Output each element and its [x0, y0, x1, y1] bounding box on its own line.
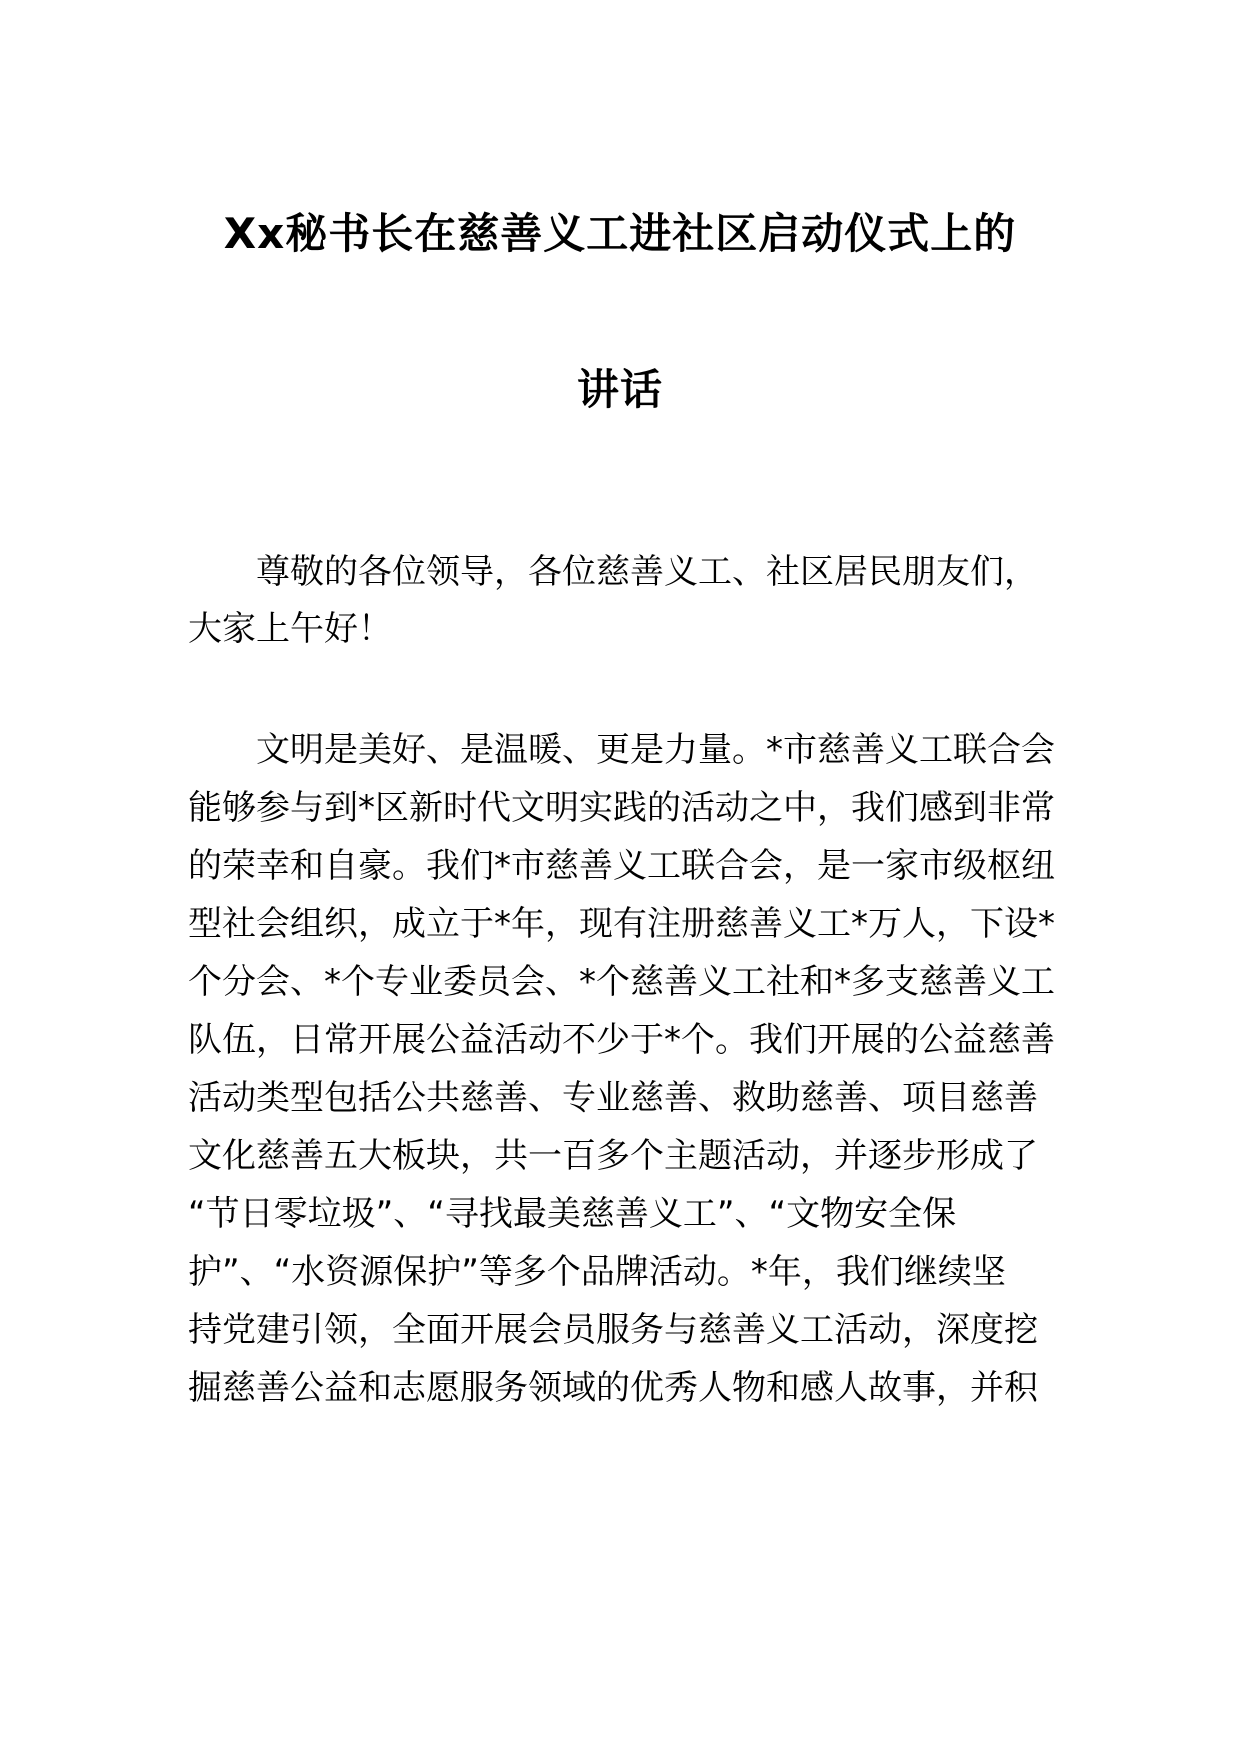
greeting-line-2: 大家上午好！	[188, 609, 392, 649]
greeting-line-1: 尊敬的各位领导，各位慈善义工、社区居民朋友们，	[256, 552, 1038, 592]
body-line-11: 持党建引领，全面开展会员服务与慈善义工活动，深度挖	[188, 1310, 1038, 1350]
body-line-5: 个分会、*个专业委员会、*个慈善义工社和*多支慈善义工	[188, 962, 1055, 1002]
body-line-12: 掘慈善公益和志愿服务领域的优秀人物和感人故事，并积	[188, 1368, 1038, 1408]
body-line-3: 的荣幸和自豪。我们*市慈善义工联合会，是一家市级枢纽	[188, 846, 1055, 886]
body-line-7: 活动类型包括公共慈善、专业慈善、救助慈善、项目慈善	[188, 1078, 1038, 1118]
body-line-9: “节日零垃圾”、“寻找最美慈善义工”、“文物安全保	[188, 1194, 957, 1234]
body-line-1: 文明是美好、是温暖、更是力量。*市慈善义工联合会	[256, 730, 1055, 770]
body-line-8: 文化慈善五大板块，共一百多个主题活动，并逐步形成了	[188, 1136, 1038, 1176]
body-line-6: 队伍，日常开展公益活动不少于*个。我们开展的公益慈善	[188, 1020, 1055, 1060]
document-title-line-2: 讲话	[576, 365, 663, 414]
body-line-4: 型社会组织，成立于*年，现有注册慈善义工*万人，下设*	[188, 904, 1055, 944]
document-title-line-1: Xx秘书长在慈善义工进社区启动仪式上的	[223, 209, 1017, 258]
body-line-10: 护”、“水资源保护”等多个品牌活动。*年，我们继续坚	[188, 1252, 1006, 1292]
body-line-2: 能够参与到*区新时代文明实践的活动之中，我们感到非常	[188, 788, 1055, 828]
